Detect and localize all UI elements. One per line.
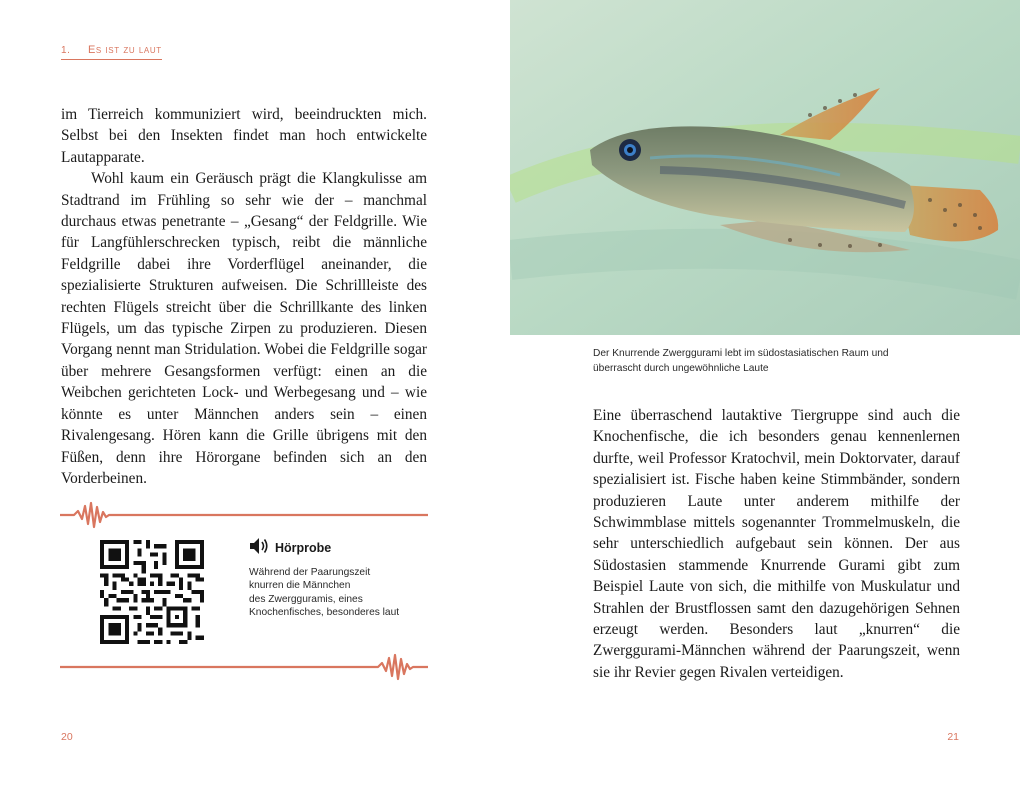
audio-sample-title: Hörprobe (275, 541, 332, 555)
paragraph: im Tierreich kommuniziert wird, beeindruckten mich. Selbst bei den Insekten findet man hoch entwickelte Lautapparate. (61, 106, 427, 166)
description-line: Knochenfisches, besonderes laut (249, 607, 400, 619)
page-number-left: 20 (61, 731, 73, 743)
right-page (510, 0, 1020, 794)
description-line: des Zwergguramis, eines (249, 593, 363, 605)
paragraph: Eine überraschend lautaktive Tiergruppe sind auch die Knochenfische, die ich besonders genau kennenlernen durfte, weil Professor Kratochvil, mein Doktorvater, darauf spezialisiert ist. Fische haben keine Stimmbänder, sondern produzieren Laute unter anderem mithilfe der Schwimmblase mittels sogenannter Trommelmuskeln, die sehr unterschiedlich aufgebaut sein können. Der aus Südostasien stammende Knurrende Gurami gibt zum Beispiel Laute von sich, die mithilfe von Muskulatur und Strahlen der Brustflossen samt den dazugehörigen Sehnen erzeugt werden. Besonders laut „knurren“ die Zwerggurami-Männchen während der Paarungszeit, wenn sie ihr Revier gegen Rivalen verteidigen. (593, 407, 960, 681)
description-line: Während der Paarungszeit (249, 567, 371, 578)
fish-photo (510, 0, 1020, 335)
audio-sample-box (249, 537, 429, 620)
caption-line: überrascht durch ungewöhnliche Laute (593, 362, 769, 374)
speaker-icon[interactable] (249, 537, 269, 559)
caption-line: Der Knurrende Zwerggurami lebt im südostasiatischen Raum und (593, 348, 889, 359)
chapter-number: 1. (61, 45, 71, 56)
soundwave-divider-top (60, 500, 428, 530)
page-number-right: 21 (947, 731, 959, 743)
chapter-title: Es ist zu laut (87, 44, 162, 56)
audio-sample-description (249, 566, 429, 620)
description-line: knurren die Männchen (249, 580, 351, 592)
chapter-heading (61, 44, 162, 60)
body-text-left (61, 104, 427, 489)
qr-code[interactable] (100, 540, 204, 644)
body-text-right (593, 405, 960, 683)
soundwave-divider-bottom (60, 652, 428, 682)
photo-caption (593, 347, 933, 376)
paragraph: Wohl kaum ein Geräusch prägt die Klangkulisse am Stadtrand im Frühling so sehr wie der – manchmal durchaus etwas penetrante – „Gesang“ der Feldgrille. Wie für Langfühlerschrecken typisch, reibt die männliche Feldgrille dabei ihre Vorderflügel aneinander, die spezialisierte Strukturen aufweisen. Die Schrillleiste des rechten Flügels streicht über die Schrillkante des linken Flügels, um das typische Zirpen zu produzieren. Diesen Vorgang nennt man Stridulation. Wobei die Feldgrille sogar über mehrere Gesangsformen verfügt: einen an die Weibchen gerichteten Lock- und Werbegesang und – wie könnte es unter Männchen anders sein – einen Rivalengesang. Hören kann die Grille übrigens mit den Füßen, denn ihre Hörorgane befinden sich an den Vorderbeinen. (61, 170, 427, 487)
